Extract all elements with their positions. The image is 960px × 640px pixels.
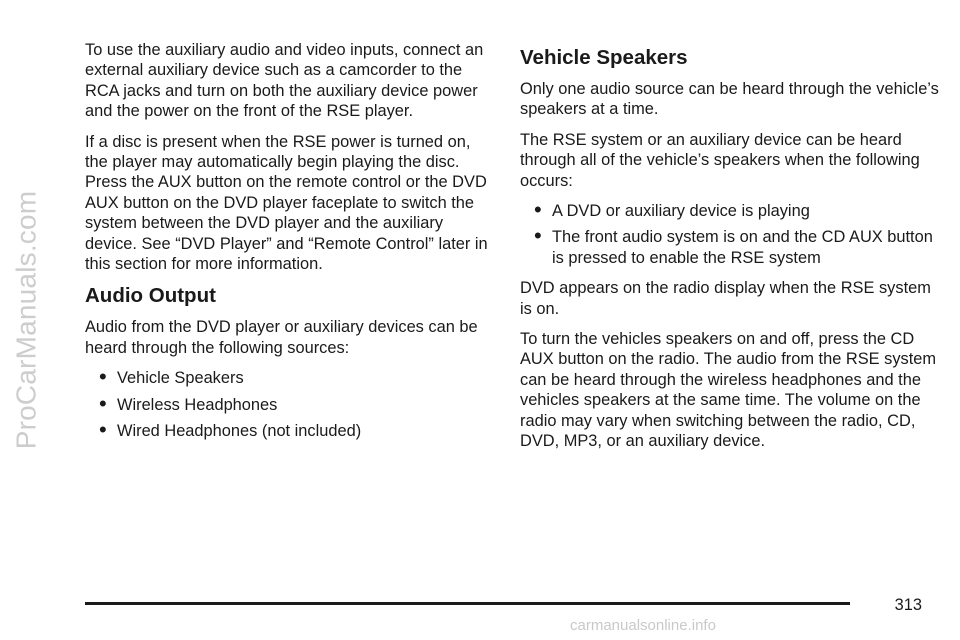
list-item: • A DVD or auxiliary device is playing xyxy=(520,201,940,221)
disc-paragraph: If a disc is present when the RSE power is turned on, the player may automatically begin playing the disc. Press the AUX button on the remote control or the DVD AUX button on the DVD player faceplate to switch the system between the DVD player and the auxiliary device. See “DVD Player” and “Remote Control” later in this section for more information. xyxy=(85,132,488,274)
list-item: • Wireless Headphones xyxy=(85,395,490,415)
page-number: 313 xyxy=(894,596,922,614)
side-watermark xyxy=(4,8,48,632)
right-column xyxy=(520,40,940,462)
left-column xyxy=(85,40,490,452)
audio-output-heading: Audio Output xyxy=(85,284,216,308)
list-item: • The front audio system is on and the CD AUX button is pressed to enable the RSE system xyxy=(520,227,940,268)
intro-paragraph: To use the auxiliary audio and video inputs, connect an external auxiliary device such as a camcorder to the RCA jacks and turn on both the auxiliary device power and the power on the front of the RSE player. xyxy=(85,41,484,121)
list-item: • Vehicle Speakers xyxy=(85,368,490,388)
side-watermark-text: ProCarManuals.com xyxy=(10,190,42,450)
audio-output-paragraph: Audio from the DVD player or auxiliary devices can be heard through the following sources: xyxy=(85,318,478,357)
audio-sources-list xyxy=(85,368,490,441)
speakers-paragraph-1: Only one audio source can be heard through the vehicle’s speakers at a time. xyxy=(520,80,939,119)
speakers-paragraph-2: The RSE system or an auxiliary device can be heard through all of the vehicle’s speakers when the following occurs: xyxy=(520,130,920,190)
vehicle-speakers-heading: Vehicle Speakers xyxy=(520,46,688,69)
speakers-paragraph-4: To turn the vehicles speakers on and off, press the CD AUX button on the radio. The audio from the RSE system can be heard through the wireless headphones and the vehicles speakers at the same time. The volume on the radio may vary when switching between the radio, CD, DVD, MP3, or an auxiliary device. xyxy=(520,330,937,451)
footer-rule xyxy=(85,602,850,605)
list-item: • Wired Headphones (not included) xyxy=(85,421,490,441)
footer-watermark: carmanualsonline.info xyxy=(570,617,716,634)
speaker-conditions-list xyxy=(520,201,940,268)
speakers-paragraph-3: DVD appears on the radio display when the RSE system is on. xyxy=(520,279,931,318)
